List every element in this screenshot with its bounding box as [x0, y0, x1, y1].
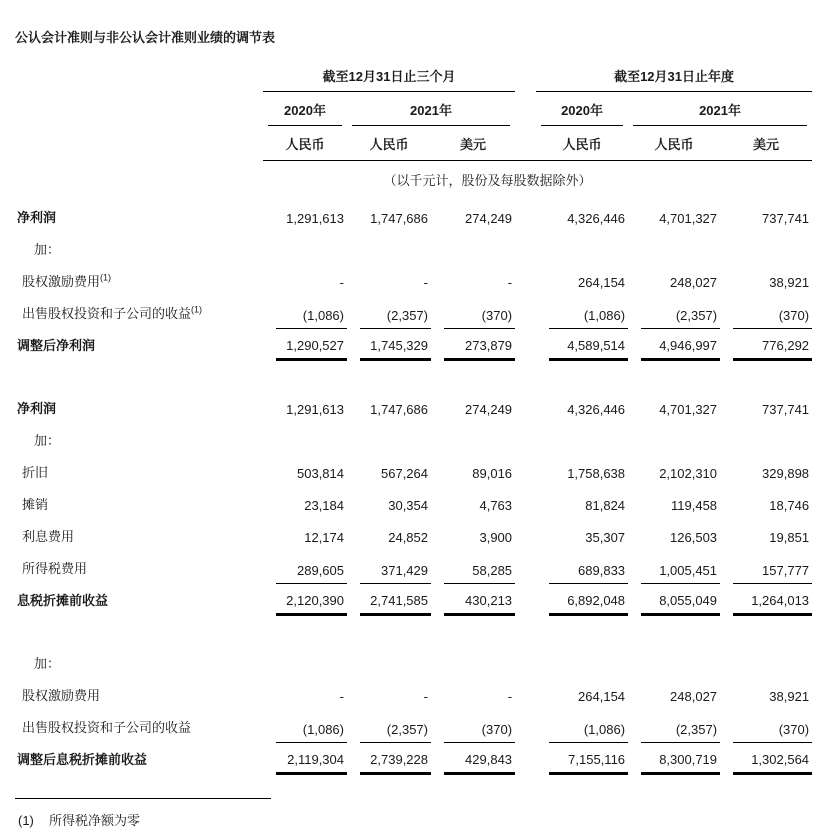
cell-value: 3,900 [479, 530, 513, 545]
column-gap [515, 456, 536, 488]
cell-value: 429,843 [444, 746, 515, 775]
cell-value [276, 666, 347, 679]
cell-value: 7,155,116 [549, 746, 628, 775]
table-row [15, 520, 812, 552]
column-gap [515, 488, 536, 520]
column-gap [515, 647, 536, 679]
year-header-2020: 2020年 [541, 92, 623, 126]
cell-value: (1,086) [276, 302, 347, 329]
column-gap [515, 329, 536, 361]
cell-value: - [507, 689, 513, 704]
cell-value: 4,589,514 [549, 332, 628, 361]
cell-value: - [423, 689, 428, 704]
cell-value: 38,921 [769, 689, 810, 704]
units-row [15, 161, 812, 202]
cell-value: 6,892,048 [549, 587, 628, 616]
table-row [15, 584, 812, 616]
units-note: （以千元计，股份及每股数据除外） [383, 173, 592, 188]
reconciliation-table [15, 62, 812, 775]
cell-value: 4,701,327 [659, 211, 718, 226]
table-row [15, 552, 812, 584]
currency-header: 人民币 [628, 126, 720, 161]
cell-value: 430,213 [444, 587, 515, 616]
row-label: 出售股权投资和子公司的收益$^{(1)}$ [22, 304, 203, 321]
cell-value: (1,086) [549, 302, 628, 329]
table-row [15, 743, 812, 775]
currency-header: 人民币 [263, 126, 347, 161]
table-row [15, 329, 812, 361]
cell-value: 567,264 [381, 466, 428, 481]
table-body [15, 201, 812, 775]
cell-value [549, 443, 628, 456]
cell-value: 264,154 [578, 689, 626, 704]
column-gap [515, 679, 536, 711]
cell-value: 8,300,719 [641, 746, 720, 775]
currency-header-row [15, 126, 812, 161]
cell-value: 274,249 [465, 402, 513, 417]
cell-value: 12,174 [304, 530, 344, 545]
year-header-row [15, 92, 812, 126]
row-label: 加： [34, 433, 61, 448]
cell-value: 737,741 [762, 211, 810, 226]
currency-header: 美元 [720, 126, 812, 161]
cell-value: (2,357) [641, 716, 720, 743]
spacer-row [15, 616, 812, 647]
cell-value: 2,102,310 [659, 466, 718, 481]
cell-value [549, 252, 628, 265]
cell-value: 2,741,585 [360, 587, 431, 616]
cell-value: 371,429 [360, 557, 431, 584]
cell-value: (1,086) [549, 716, 628, 743]
cell-value: 1,264,013 [733, 587, 812, 616]
cell-value [733, 443, 812, 456]
currency-header: 人民币 [536, 126, 628, 161]
year-header-2021: 2021年 [633, 92, 807, 126]
cell-value: 38,921 [769, 275, 810, 290]
table-row [15, 424, 812, 456]
column-gap [515, 424, 536, 456]
cell-value: 4,701,327 [659, 402, 718, 417]
footnote-ref: (1) [191, 304, 203, 315]
cell-value: (2,357) [360, 302, 431, 329]
cell-value: 58,285 [444, 557, 515, 584]
table-row [15, 265, 812, 297]
cell-value: 89,016 [472, 466, 513, 481]
row-label: 息税折摊前收益 [17, 593, 109, 608]
cell-value: 4,763 [479, 498, 513, 513]
table-row [15, 392, 812, 424]
cell-value [641, 666, 720, 679]
cell-value: (370) [444, 302, 515, 329]
row-label: 净利润 [17, 401, 57, 416]
row-label: 净利润 [17, 210, 57, 225]
column-gap [515, 584, 536, 616]
row-label: 加： [34, 656, 61, 671]
cell-value: 18,746 [769, 498, 810, 513]
row-label: 股权激励费用 [22, 688, 101, 703]
cell-value: 737,741 [762, 402, 810, 417]
cell-value: (2,357) [641, 302, 720, 329]
cell-value: 24,852 [388, 530, 428, 545]
cell-value: 264,154 [578, 275, 626, 290]
cell-value: (370) [444, 716, 515, 743]
cell-value [641, 252, 720, 265]
footnote-text: 所得税净额为零 [49, 813, 141, 828]
cell-value: (370) [733, 716, 812, 743]
cell-value: 273,879 [444, 332, 515, 361]
cell-value: 2,120,390 [276, 587, 347, 616]
cell-value: 689,833 [549, 557, 628, 584]
group-header-row [15, 62, 812, 92]
cell-value: 157,777 [733, 557, 812, 584]
cell-value [733, 666, 812, 679]
footnote-ref: (1) [100, 272, 112, 283]
cell-value: 19,851 [769, 530, 810, 545]
column-gap [515, 711, 536, 743]
cell-value [444, 666, 515, 679]
row-label: 出售股权投资和子公司的收益 [22, 720, 192, 735]
cell-value [549, 666, 628, 679]
cell-value: (370) [733, 302, 812, 329]
cell-value: 23,184 [304, 498, 344, 513]
cell-value: 1,290,527 [276, 332, 347, 361]
cell-value: - [423, 275, 428, 290]
row-label: 加： [34, 242, 61, 257]
table-row [15, 711, 812, 743]
cell-value: 2,119,304 [276, 746, 347, 775]
cell-value [641, 443, 720, 456]
cell-value: 503,814 [297, 466, 344, 481]
spacer-row [15, 361, 812, 392]
cell-value: 4,946,997 [641, 332, 720, 361]
table-row [15, 488, 812, 520]
table-row [15, 456, 812, 488]
row-label: 调整后净利润 [17, 338, 96, 353]
cell-value: 35,307 [585, 530, 626, 545]
cell-value: 1,291,613 [286, 402, 344, 417]
cell-value: 248,027 [670, 275, 718, 290]
cell-value: 1,747,686 [370, 402, 428, 417]
cell-value [444, 252, 515, 265]
year-header-2020: 2020年 [268, 92, 342, 126]
table-header [15, 62, 812, 201]
table-row [15, 679, 812, 711]
cell-value [360, 666, 431, 679]
column-gap [515, 552, 536, 584]
cell-value: 329,898 [762, 466, 810, 481]
cell-value: 119,458 [671, 498, 718, 513]
cell-value: 1,302,564 [733, 746, 812, 775]
cell-value: 776,292 [733, 332, 812, 361]
row-label: 股权激励费用$^{(1)}$ [22, 272, 112, 289]
row-label: 调整后息税折摊前收益 [17, 752, 148, 767]
table-row [15, 297, 812, 329]
row-label: 摊销 [22, 497, 49, 512]
page-title: 公认会计准则与非公认会计准则业绩的调节表 [15, 30, 276, 45]
cell-value [360, 252, 431, 265]
year-header-2021: 2021年 [352, 92, 510, 126]
cell-value: 1,758,638 [567, 466, 626, 481]
cell-value: 126,503 [670, 530, 718, 545]
cell-value: - [507, 275, 513, 290]
currency-header: 人民币 [347, 126, 431, 161]
cell-value: 4,326,446 [567, 402, 626, 417]
cell-value: 1,745,329 [360, 332, 431, 361]
cell-value [276, 443, 347, 456]
cell-value: 1,005,451 [641, 557, 720, 584]
cell-value: 2,739,228 [360, 746, 431, 775]
cell-value: 248,027 [670, 689, 718, 704]
cell-value: - [339, 689, 344, 704]
cell-value: 30,354 [388, 498, 428, 513]
cell-value: 4,326,446 [567, 211, 626, 226]
cell-value: 274,249 [465, 211, 513, 226]
column-gap [515, 520, 536, 552]
column-gap [515, 392, 536, 424]
row-label: 利息费用 [22, 529, 75, 544]
column-gap [515, 201, 536, 233]
table-row [15, 201, 812, 233]
column-gap [515, 297, 536, 329]
table-row [15, 647, 812, 679]
cell-value: (2,357) [360, 716, 431, 743]
col-group-three-months: 截至12月31日止三个月 [263, 62, 515, 92]
cell-value: - [339, 275, 344, 290]
cell-value: 289,605 [276, 557, 347, 584]
footnote [15, 799, 812, 829]
column-gap [515, 743, 536, 775]
cell-value: 8,055,049 [641, 587, 720, 616]
cell-value [276, 252, 347, 265]
table-row [15, 233, 812, 265]
row-label: 折旧 [22, 465, 49, 480]
cell-value: 1,747,686 [370, 211, 428, 226]
cell-value: 1,291,613 [286, 211, 344, 226]
cell-value [444, 443, 515, 456]
cell-value: (1,086) [276, 716, 347, 743]
cell-value [733, 252, 812, 265]
cell-value: 81,824 [585, 498, 626, 513]
cell-value [360, 443, 431, 456]
currency-header: 美元 [431, 126, 515, 161]
col-group-full-year: 截至12月31日止年度 [536, 62, 812, 92]
column-gap [515, 233, 536, 265]
column-gap [515, 265, 536, 297]
row-label: 所得税费用 [22, 561, 88, 576]
footnote-marker: (1) [18, 813, 34, 828]
